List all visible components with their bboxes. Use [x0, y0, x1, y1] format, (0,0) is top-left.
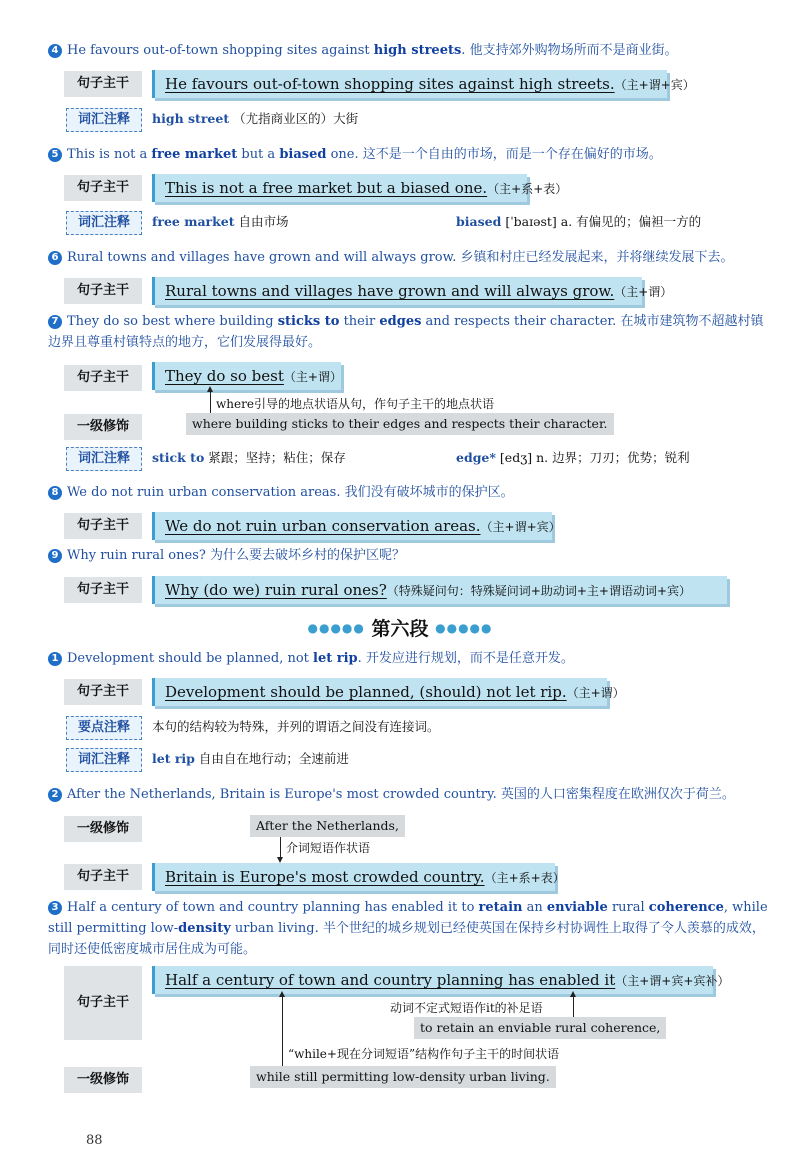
vocab-note-5b: biased [ˈbaɪəst] a. 有偏见的；偏袒一方的 — [456, 214, 702, 229]
vocab-label: 词汇注释 — [66, 108, 142, 132]
sentence-6: 6 Rural towns and villages have grown and will always grow. 乡镇和村庄已经发展起来，并将继续发展下去。 — [48, 247, 768, 268]
vocab-label: 词汇注释 — [66, 447, 142, 471]
core-label: 句子主干 — [64, 71, 142, 97]
core-label: 句子主干 — [64, 513, 142, 539]
arrow-up — [573, 995, 574, 1017]
sentence-number: 8 — [48, 486, 62, 500]
core-label: 句子主干 — [64, 679, 142, 705]
modifier-box: while still permitting low-density urban living. — [250, 1066, 556, 1088]
core-box-6: Rural towns and villages have grown and will always grow.（主+谓） — [152, 277, 642, 305]
modifier-label: 一级修饰 — [64, 1067, 142, 1093]
arrow-down — [280, 837, 281, 859]
core-box-9: Why (do we) ruin rural ones?（特殊疑问句：特殊疑问词+助动词+主+谓语动词+宾） — [152, 576, 727, 604]
core-label: 句子主干 — [64, 278, 142, 304]
modifier-box: After the Netherlands, — [250, 815, 405, 837]
core-label: 句子主干 — [64, 365, 142, 391]
core-box-p6-3: Half a century of town and country planning has enabled it（主+谓+宾+宾补） — [152, 966, 713, 994]
vocab-note-7a: stick to 紧跟；坚持；粘住；保存 — [152, 450, 346, 465]
arrow-up — [282, 995, 283, 1067]
vocab-note-4: high street （尤指商业区的）大街 — [152, 111, 359, 126]
sentence-4: 4 He favours out-of-town shopping sites against high streets. 他支持郊外购物场所而不是商业街。 — [48, 40, 768, 61]
core-label: 句子主干 — [64, 175, 142, 201]
modifier-caption: 动词不定式短语作it的补足语 — [390, 1001, 543, 1015]
core-label: 句子主干 — [64, 864, 142, 890]
sentence-9: 9 Why ruin rural ones? 为什么要去破坏乡村的保护区呢？ — [48, 545, 768, 566]
modifier-box: where building sticks to their edges and respects their character. — [186, 413, 614, 435]
modifier-box: to retain an enviable rural coherence, — [414, 1017, 666, 1039]
core-label: 句子主干 — [64, 577, 142, 603]
sentence-number: 7 — [48, 315, 62, 329]
sentence-number: 6 — [48, 251, 62, 265]
modifier-label: 一级修饰 — [64, 414, 142, 440]
sentence-number: 3 — [48, 901, 62, 915]
modifier-label: 一级修饰 — [64, 816, 142, 842]
core-box-5: This is not a free market but a biased one.（主+系+表） — [152, 174, 527, 202]
sentence-p6-2: 2 After the Netherlands, Britain is Europe's most crowded country. 英国的人口密集程度在欧洲仅次于荷兰。 — [48, 784, 768, 805]
sentence-number: 9 — [48, 549, 62, 563]
sentence-8: 8 We do not ruin urban conservation areas. 我们没有破坏城市的保护区。 — [48, 482, 768, 503]
sentence-number: 2 — [48, 788, 62, 802]
page-number: 88 — [86, 1133, 103, 1148]
core-box-4: He favours out-of-town shopping sites against high streets.（主+谓+宾） — [152, 70, 667, 98]
core-box-p6-2: Britain is Europe's most crowded country.（主+系+表） — [152, 863, 555, 891]
vocab-note-p6-1: let rip 自由自在地行动；全速前进 — [152, 751, 349, 766]
modifier-caption: “while+现在分词短语”结构作句子主干的时间状语 — [288, 1047, 560, 1061]
key-label: 要点注释 — [66, 716, 142, 740]
vocab-label: 词汇注释 — [66, 748, 142, 772]
sentence-5: 5 This is not a free market but a biased one. 这不是一个自由的市场，而是一个存在偏好的市场。 — [48, 144, 768, 165]
sentence-7: 7 They do so best where building sticks to their edges and respects their character. 在城市建筑物不超越村镇边界且尊重村镇特点的地方，它们发展得最好。 — [48, 314, 764, 350]
vocab-label: 词汇注释 — [66, 211, 142, 235]
core-box-7: They do so best（主+谓） — [152, 362, 341, 390]
core-box-8: We do not ruin urban conservation areas.（主+谓+宾） — [152, 512, 552, 540]
key-note: 本句的结构较为特殊，并列的谓语之间没有连接词。 — [152, 719, 440, 734]
sentence-p6-3: 3 Half a century of town and country planning has enabled it to retain an enviable rural coherence, while still permitting low-density urban living. 半个世纪的城乡规划已经使英国在保持乡村协调性上取得了令人羡慕的成效，同时还使低密度城市居住成为可能。 — [48, 900, 768, 957]
vocab-note-7b: edge* [edʒ] n. 边界；刀刃；优势；锐利 — [456, 450, 690, 465]
sentence-number: 4 — [48, 44, 62, 58]
vocab-note-5a: free market 自由市场 — [152, 214, 289, 229]
sentence-number: 5 — [48, 148, 62, 162]
modifier-caption: where引导的地点状语从句，作句子主干的地点状语 — [216, 397, 494, 411]
section-heading: ●●●●● 第六段 ●●●●● — [307, 618, 493, 640]
modifier-caption: 介词短语作状语 — [286, 841, 371, 855]
sentence-number: 1 — [48, 652, 62, 666]
sentence-p6-1: 1 Development should be planned, not let rip. 开发应进行规划，而不是任意开发。 — [48, 648, 768, 669]
core-label: 句子主干 — [64, 966, 142, 1040]
core-box-p6-1: Development should be planned, (should) not let rip.（主+谓） — [152, 678, 607, 706]
